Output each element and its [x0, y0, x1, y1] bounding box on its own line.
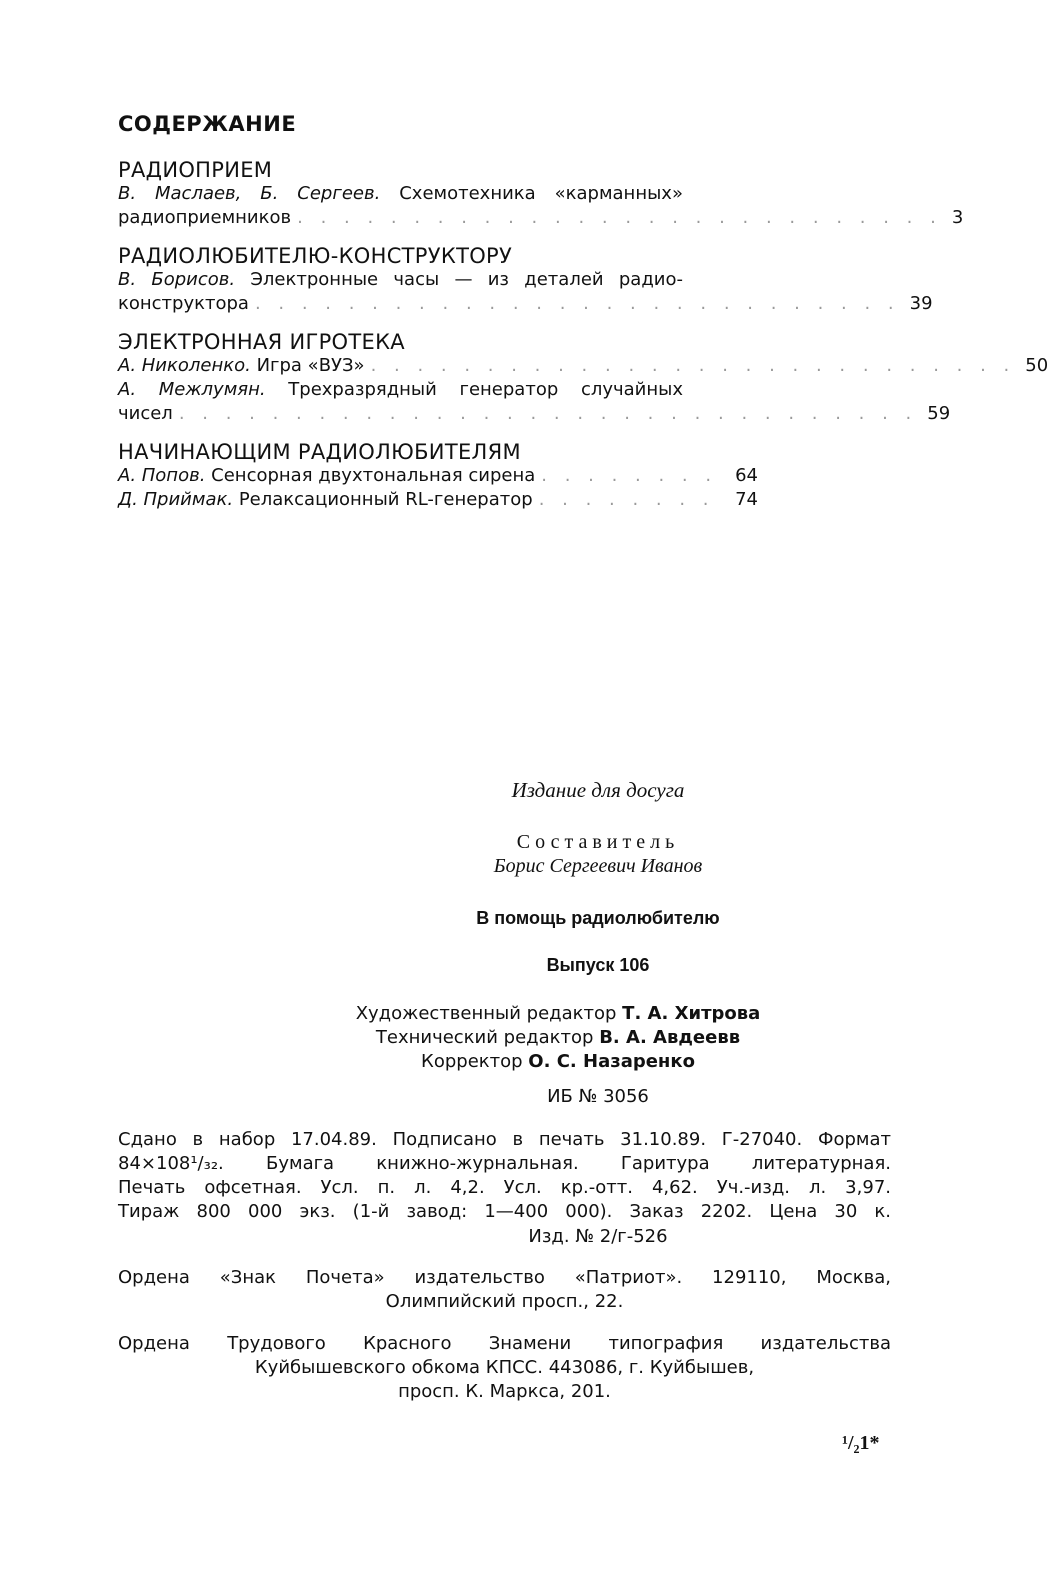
entry-line: [118, 402, 951, 426]
entry-author: А. Попов.: [118, 465, 206, 486]
printer-line: Куйбышевского обкома КПСС. 443086, г. Куйбышев,: [254, 1357, 755, 1378]
toc-entry: [118, 488, 758, 512]
publisher-address: Олимпийский просп., 22.: [385, 1291, 624, 1312]
publisher-block: [118, 1266, 891, 1314]
compiler-name: Борис Сергеевич Иванов: [493, 855, 703, 877]
print-line: Сдано в набор 17.04.89. Подписано в печать 31.10.89. Г-27040. Формат: [118, 1129, 891, 1150]
entry-title: Трехразрядный генератор случайных: [288, 379, 683, 400]
entry-page: 50: [1025, 355, 1048, 376]
tech-editor-label: Технический редактор: [375, 1027, 594, 1048]
print-line: Печать офсетная. Усл. п. л. 4,2. Усл. кр.-отт. 4,62. Уч.-изд. л. 3,97.: [118, 1177, 891, 1198]
entry-line: [118, 268, 683, 292]
entry-line: [118, 488, 758, 512]
corrector-name: О. С. Назаренко: [528, 1051, 695, 1072]
entry-line: [118, 206, 964, 230]
leader-dots: . . . . . . . .: [541, 465, 718, 486]
corrector-line: [258, 1050, 858, 1074]
entry-line: [118, 378, 683, 402]
print-details: [118, 1128, 891, 1224]
publisher-line: Ордена «Знак Почета» издательство «Патриот». 129110, Москва,: [118, 1267, 891, 1288]
entry-title: Сенсорная двухтональная сирена: [211, 465, 536, 486]
leader-dots: . . . . . . . .: [538, 489, 715, 510]
print-line: 84×108¹/₃₂. Бумага книжно-журнальная. Гаритура литературная.: [118, 1153, 891, 1174]
entry-page: 39: [909, 293, 933, 314]
entry-line: [118, 182, 683, 206]
entry-line: [118, 464, 758, 488]
entry-title-cont: чисел: [118, 403, 173, 424]
toc-entry: [118, 378, 951, 426]
entry-title: Электронные часы — из деталей радио-: [250, 269, 683, 290]
entry-text: [118, 464, 535, 488]
table-of-contents: [118, 112, 1048, 526]
toc-entry: [118, 268, 933, 316]
entry-author: А. Николенко.: [118, 355, 251, 376]
corrector-label: Корректор: [421, 1051, 523, 1072]
entry-page: 64: [735, 465, 758, 486]
publication-number: Изд. № 2/г-526: [528, 1226, 668, 1247]
entry-text: [118, 488, 533, 512]
entry-author: В. Борисов.: [118, 269, 236, 290]
art-editor-line: [258, 1002, 858, 1026]
contents-heading: СОДЕРЖАНИЕ: [118, 112, 297, 136]
leader-dots: . . . . . . . . . . . . . . . . . . . . . . . . . . . . . . . .: [178, 403, 918, 424]
entry-author: В. Маслаев, Б. Сергеев.: [118, 183, 381, 204]
entry-line: [118, 292, 933, 316]
leader-dots: . . . . . . . . . . . . . . . . . . . . . . . . . . . .: [370, 355, 1016, 376]
entry-line: [118, 354, 1048, 378]
compiler-block: [378, 830, 818, 878]
section-title: ЭЛЕКТРОННАЯ ИГРОТЕКА: [118, 330, 405, 354]
series-title: В помощь радиолюбителю: [476, 908, 720, 928]
toc-section: [118, 330, 1048, 426]
edition-type: Издание для досуга: [511, 778, 685, 802]
entry-page: 74: [735, 489, 758, 510]
toc-entry: [118, 354, 1048, 378]
editors-block: [258, 1002, 858, 1074]
entry-author: Д. Приймак.: [118, 489, 234, 510]
printer-address: просп. К. Маркса, 201.: [398, 1381, 611, 1402]
tech-editor-name: В. А. Авдеевв: [599, 1027, 741, 1048]
printer-line: Ордена Трудового Красного Знамени типография издательства: [118, 1333, 891, 1354]
section-title: НАЧИНАЮЩИМ РАДИОЛЮБИТЕЛЯМ: [118, 440, 521, 464]
art-editor-label: Художественный редактор: [355, 1003, 617, 1024]
entry-page: 59: [927, 403, 951, 424]
leader-dots: . . . . . . . . . . . . . . . . . . . . . . . . . . . .: [254, 293, 900, 314]
art-editor-name: Т. А. Хитрова: [622, 1003, 761, 1024]
leader-dots: . . . . . . . . . . . . . . . . . . . . . . . . . . . .: [297, 207, 942, 228]
toc-section: [118, 244, 933, 316]
toc-section: [118, 158, 964, 230]
entry-title-cont: конструктора: [118, 293, 249, 314]
entry-author: А. Межлумян.: [118, 379, 266, 400]
tech-editor-line: [258, 1026, 858, 1050]
printer-signature-mark: ¹/₂1*: [842, 1432, 880, 1454]
print-line: Тираж 800 000 экз. (1-й завод: 1—400 000). Заказ 2202. Цена 30 к.: [118, 1201, 891, 1222]
entry-title: Релаксационный RL-генератор: [238, 489, 533, 510]
toc-entry: [118, 464, 758, 488]
entry-page: 3: [951, 207, 964, 228]
toc-entry: [118, 182, 964, 230]
entry-title-cont: радиоприемников: [118, 207, 292, 228]
section-title: РАДИОЛЮБИТЕЛЮ-КОНСТРУКТОРУ: [118, 244, 513, 268]
entry-text: [118, 354, 365, 378]
issue-number: Выпуск 106: [546, 955, 650, 975]
printer-block: [118, 1332, 891, 1404]
section-title: РАДИОПРИЕМ: [118, 158, 273, 182]
compiler-label: Составитель: [516, 831, 680, 853]
entry-title: Схемотехника «карманных»: [399, 183, 683, 204]
ib-number: ИБ № 3056: [547, 1086, 649, 1107]
toc-section: [118, 440, 758, 512]
entry-title: Игра «ВУЗ»: [256, 355, 365, 376]
